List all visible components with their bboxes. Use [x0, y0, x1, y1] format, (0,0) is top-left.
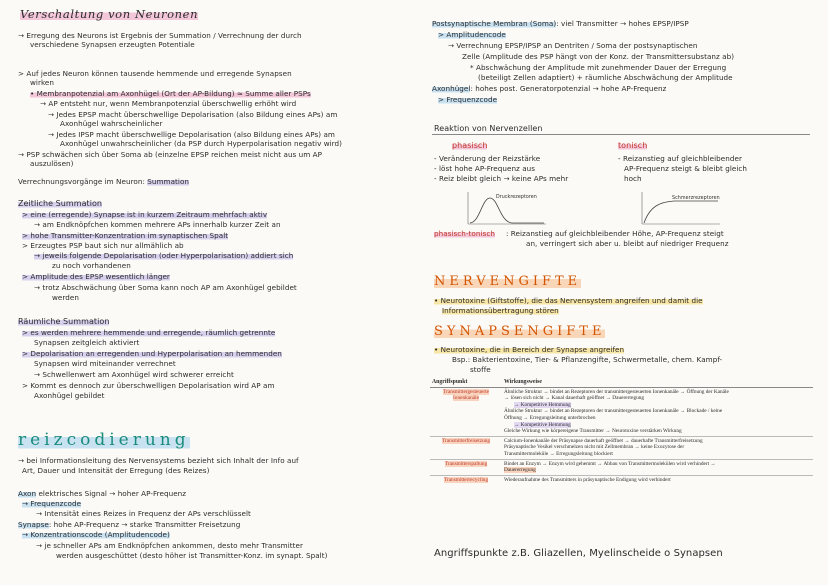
- divider: [432, 134, 810, 135]
- para1-line: → Jedes EPSP macht überschwellige Depolarisation (also Bildung eines APs) am: [48, 110, 338, 119]
- table-row: [430, 475, 813, 484]
- axonhuegel-line: Axonhügel: hohes post. Generatorpotenzial → hohe AP-Frequenz: [432, 84, 667, 93]
- nervengifte-title: NERVENGIFTE: [434, 274, 582, 289]
- raeumlich-line: Axonhügel gebildet: [34, 391, 105, 400]
- phasisch-title: phasisch: [452, 141, 488, 150]
- nervengifte-line: • Neurotoxine (Giftstoffe), die das Nervensystem angreifen und damit die: [434, 296, 703, 305]
- table-row: [430, 387, 813, 436]
- nervengifte-line: Informationsübertragung stören: [442, 306, 559, 315]
- frequenzcode-right: > Frequenzcode: [438, 95, 498, 104]
- intro-line-2: verschiedene Synapsen erzeugten Potentiale: [30, 40, 195, 49]
- table-cell-point: Transmittergesteuerte Ionenkanäle: [430, 387, 502, 436]
- raeumlich-line: → Schwellenwert am Axonhügel wird schwerer erreicht: [34, 370, 234, 379]
- raeumlich-title: Räumliche Summation: [18, 317, 110, 326]
- amplitudencode: > Amplitudencode: [438, 30, 506, 39]
- konzcode: → Konzentrationscode (Amplitudencode): [22, 530, 170, 539]
- para1-line: > Auf jedes Neuron können tausende hemmende und erregende Synapsen: [18, 69, 292, 78]
- konz-detail: → je schneller APs am Endknöpfchen ankommen, desto mehr Transmitter: [36, 541, 303, 550]
- phasisch-line: - Veränderung der Reizstärke: [434, 154, 541, 163]
- zeitlich-title: Zeitliche Summation: [18, 199, 103, 208]
- frequenzcode: → Frequenzcode: [22, 499, 82, 508]
- page-title: Verschaltung von Neuronen: [20, 7, 199, 21]
- synapse-line: Synapse: hohe AP-Frequenz → starke Transmitter Freisetzung: [18, 520, 241, 529]
- raeumlich-line: > Depolarisation an erregenden und Hyperpolarisation an hemmenden: [22, 349, 282, 358]
- reiz-line: Art, Dauer und Intensität der Erregung (des Reizes): [22, 466, 210, 475]
- para1-line: wirken: [30, 78, 55, 87]
- table-cell-point: Transmitterfreisetzung: [430, 436, 502, 459]
- para1-line: → AP entsteht nur, wenn Membranpotenzial überschwellig erhöht wird: [40, 99, 297, 108]
- angriffspunkte-table: [430, 378, 813, 484]
- raeumlich-line: Synapsen wird miteinander verrechnet: [34, 359, 176, 368]
- raeumlich-line: > es werden mehrere hemmende und erregende, räumlich getrennte: [22, 328, 276, 337]
- verrechnung-line: Zelle (Amplitude des PSP hängt von der Konz. der Transmittersubstanz ab): [462, 52, 735, 61]
- tonisch-line: AP-Frequenz steigt & bleibt gleich: [624, 164, 748, 173]
- tonisch-line: - Reizanstieg auf gleichbleibender: [618, 154, 742, 163]
- para1-line: Axonhügel wahrscheinlicher: [60, 119, 163, 128]
- postsyn-line: Postsynaptische Membran (Soma): viel Transmitter → hohes EPSP/IPSP: [432, 19, 689, 28]
- intro-line-1: → Erregung des Neurons ist Ergebnis der Summation / Verrechnung der durch: [18, 31, 302, 40]
- table-cell-effect: Ähnliche Struktur → bindet an Rezeptoren der transmittergesteuerten Ionenkanäle → Öffnung der Kanäle → lösen sich nicht → Kanal dauerhaft geöffnet → Dauererregung → Kompetitive Hemmung Ähnliche Struktur → bindet an Rezeptoren der transmittergesteuerten Ionenkanäle → Blockade / keine Öffnung → Erregungsleitung unterbrochen → Kompetitive Hemmung Gleiche Wirkung wie körpereigene Transmitter → Neurotoxine verstärken Wirkung: [502, 387, 813, 436]
- table-cell-effect: Wiederaufnahme des Transmitters in präsynaptische Endigung wird verhindert: [502, 475, 813, 484]
- table-header: Wirkungsweise: [502, 378, 813, 387]
- zeitlich-line: → trotz Abschwächung über Soma kann noch AP am Axonhügel gebildet: [34, 283, 297, 292]
- konz-detail: werden ausgeschüttet (desto höher ist Transmitter-Konz. im synapt. Spalt): [56, 551, 328, 560]
- para1-line: → Jedes IPSP macht überschwellige Depolarisation (also Bildung eines APs) am: [48, 130, 335, 139]
- para1-line: Axonhügel unwahrscheinlicher (da PSP durch Hyperpolarisation negativ wird): [60, 139, 343, 148]
- raeumlich-line: > Kommt es dennoch zur überschwelligen Depolarisation wird AP am: [22, 381, 275, 390]
- table-cell-effect: Bindet an Enzym → Enzym wird gehemmt → Abbau von Transmittermolekülen wird verhindert → Dauererregung: [502, 459, 813, 475]
- reiz-title: reizcodierung: [18, 430, 190, 450]
- angriffspunkte: Angriffspunkte z.B. Gliazellen, Myelinscheide o Synapsen: [434, 548, 723, 559]
- phasisch-line: - Reiz bleibt gleich → keine APs mehr: [434, 174, 569, 183]
- reiz-line: → bei Informationsleitung des Nervensystems bezieht sich Inhalt der Info auf: [18, 456, 299, 465]
- phtonisch-line: an, verringert sich aber u. bleibt auf niedriger Frequenz: [526, 239, 729, 248]
- tonisch-title: tonisch: [618, 141, 648, 150]
- freq-detail: → Intensität eines Reizes in Frequenz der APs verschlüsselt: [36, 509, 251, 518]
- synapsengifte-title: SYNAPSENGIFTE: [434, 324, 606, 339]
- zeitlich-line: → jeweils folgende Depolarisation (oder Hyperpolarisation) addiert sich: [34, 251, 294, 260]
- para1-line: • Membranpotenzial am Axonhügel (Ort der AP-Bildung) ≈ Summe aller PSPs: [30, 89, 311, 98]
- table-row: [430, 459, 813, 475]
- phasisch-line: - löst hohe AP-Frequenz aus: [434, 164, 536, 173]
- synapsengifte-line: Bsp.: Bakterientoxine, Tier- & Pflanzengifte, Schwermetalle, chem. Kampf-: [452, 355, 723, 364]
- zeitlich-line: > eine (erregende) Synapse ist in kurzem Zeitraum mehrfach aktiv: [22, 210, 268, 219]
- zeitlich-line: werden: [52, 293, 79, 302]
- verrechnung-heading: Verrechnungsvorgänge im Neuron: Summation: [18, 177, 190, 186]
- verrechnung-line: * Abschwächung der Amplitude mit zunehmender Dauer der Erregung: [470, 63, 727, 72]
- zeitlich-line: > hohe Transmitter-Konzentration im synaptischen Spalt: [22, 231, 229, 240]
- para1-line: auszulösen): [30, 159, 74, 168]
- verrechnung-line: (beteiligt Zellen adaptiert) + räumliche Abschwächung der Amplitude: [478, 73, 733, 82]
- tonisch-curve-label: Schmerzrezeptoren: [672, 196, 720, 201]
- raeumlich-line: Synapsen zeitgleich aktiviert: [34, 338, 140, 347]
- table-header: Angriffspunkt: [430, 378, 502, 387]
- reaktion-title: Reaktion von Nervenzellen: [434, 124, 543, 133]
- synapsengifte-line: • Neurotoxine, die in Bereich der Synapse angreifen: [434, 345, 625, 354]
- verrechnung-line: → Verrechnung EPSP/IPSP an Dentriten / Soma der postsynaptischen: [448, 41, 698, 50]
- table-cell-effect: Calcium-Ionenkanäle der Präsynapse dauerhaft geöffnet → dauerhafte Transmitterfreisetzung Präsynaptische Vesikel verschmelzen nicht mit Zellmembran → keine Exozytose der Transmittermoleküle → Erregungsleitung blockiert: [502, 436, 813, 459]
- tonisch-line: hoch: [624, 174, 642, 183]
- table-cell-point: Transmitterspaltung: [430, 459, 502, 475]
- para1-line: → PSP schwächen sich über Soma ab (einzelne EPSP reichen meist nicht aus um AP: [18, 150, 323, 159]
- zeitlich-line: > Erzeugtes PSP baut sich nur allmählich ab: [22, 241, 184, 250]
- phtonisch-line: : Reizanstieg auf gleichbleibender Höhe, AP-Frequenz steigt: [506, 229, 724, 238]
- zeitlich-line: > Amplitude des EPSP wesentlich länger: [22, 272, 170, 281]
- table-cell-point: Transmitterrecycling: [430, 475, 502, 484]
- zeitlich-line: zu noch vorhandenen: [52, 261, 131, 270]
- table-row: [430, 436, 813, 459]
- axon-line: Axon elektrisches Signal → hoher AP-Frequenz: [18, 489, 187, 498]
- synapsengifte-line: stoffe: [470, 365, 491, 374]
- zeitlich-line: → am Endknöpfchen kommen mehrere APs innerhalb kurzer Zeit an: [34, 220, 281, 229]
- phasisch-curve-label: Druckrezeptoren: [496, 195, 537, 200]
- phtonisch-label: phasisch-tonisch: [434, 229, 495, 238]
